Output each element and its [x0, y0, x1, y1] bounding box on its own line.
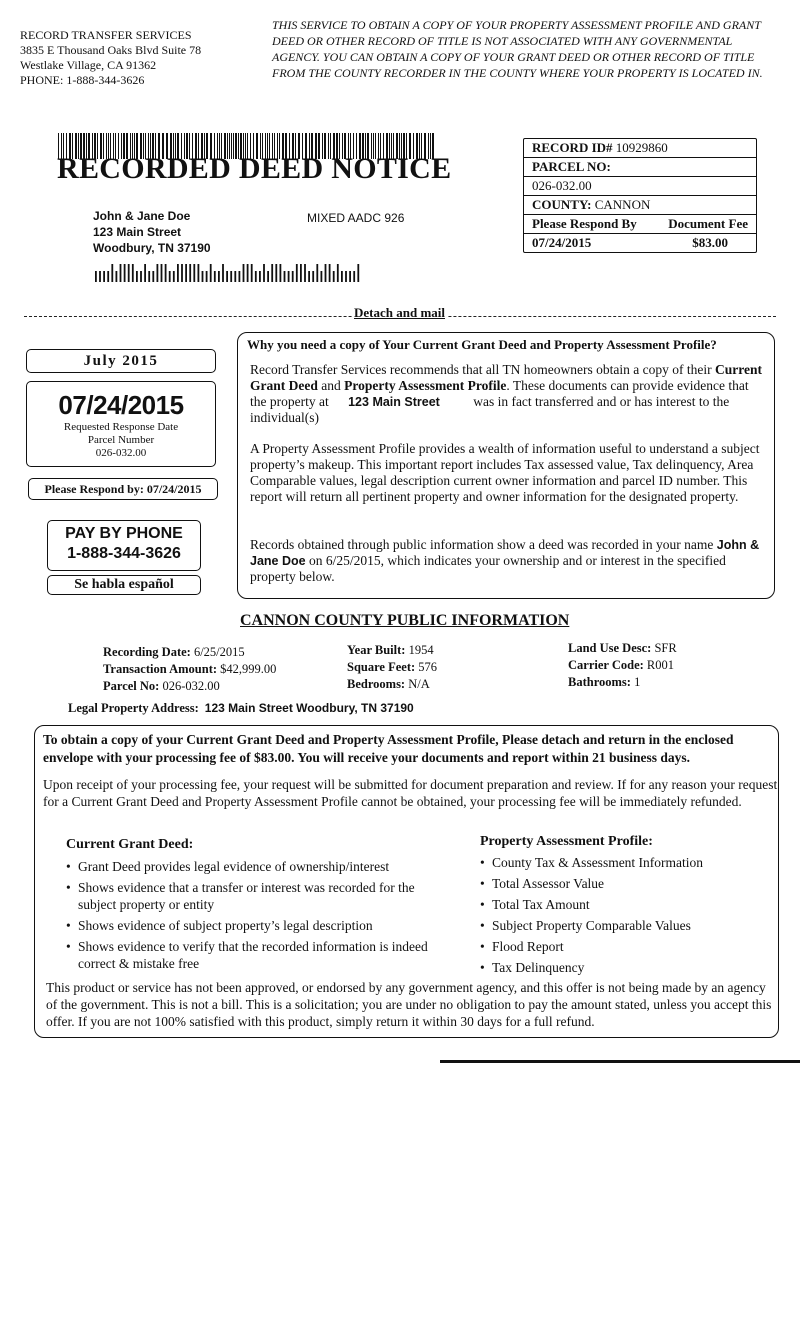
legal-address-label: Legal Property Address:	[68, 701, 199, 715]
p1-text-c: and	[317, 378, 345, 393]
mail-sort-code: MIXED AADC 926	[307, 211, 405, 225]
why-paragraph-1	[250, 362, 765, 426]
list-item: • Shows evidence of subject property’s legal description	[66, 917, 446, 934]
carrier-code-row	[568, 657, 677, 674]
bathrooms-label: Bathrooms:	[568, 675, 631, 689]
parcel-no-label: Parcel No:	[103, 679, 160, 693]
document-fee-value: $83.00	[692, 235, 728, 250]
postal-barcode	[95, 264, 365, 282]
year-built-row	[347, 642, 437, 659]
list-item: • Tax Delinquency	[480, 959, 770, 976]
list-item: • County Tax & Assessment Information	[480, 854, 770, 871]
sender-name: RECORD TRANSFER SERVICES	[20, 28, 192, 42]
respond-fee-value-row	[524, 234, 756, 252]
p3-text-a: Records obtained through public information show a deed was recorded in your name	[250, 537, 717, 552]
property-assessment-profile-title: Property Assessment Profile:	[480, 834, 653, 849]
record-id-label: RECORD ID#	[532, 140, 613, 155]
respond-by-badge: Please Respond by: 07/24/2015	[28, 478, 218, 500]
transaction-amount-value: $42,999.00	[220, 662, 277, 676]
parcel-value-row: 026-032.00	[524, 177, 756, 196]
county-value: CANNON	[594, 197, 651, 212]
bedrooms-value: N/A	[408, 677, 430, 691]
land-use-label: Land Use Desc:	[568, 641, 652, 655]
record-id-value: 10929860	[615, 140, 668, 155]
record-info-box	[523, 138, 757, 253]
pay-phone-number: 1-888-344-3626	[67, 545, 181, 562]
pay-by-phone-label: PAY BY PHONE	[65, 525, 183, 542]
pay-by-phone-box	[47, 520, 201, 571]
respond-by-label: Please Respond By	[532, 216, 637, 231]
info-column-3	[568, 640, 677, 691]
current-grant-deed-title: Current Grant Deed:	[66, 837, 194, 852]
county-row	[524, 196, 756, 215]
carrier-code-label: Carrier Code:	[568, 658, 644, 672]
land-use-value: SFR	[654, 641, 677, 655]
recipient-name: John & Jane Doe	[93, 209, 191, 223]
respond-fee-header-row	[524, 215, 756, 234]
list-item: • Subject Property Comparable Values	[480, 917, 770, 934]
sender-address-line-2: Westlake Village, CA 91362	[20, 58, 157, 72]
legal-address-value: 123 Main Street Woodbury, TN 37190	[204, 701, 414, 715]
p1-text-e: . These documents can provide evidence that the property at	[250, 378, 749, 409]
year-built-label: Year Built:	[347, 643, 406, 657]
response-date-caption: Requested Response Date	[63, 421, 179, 433]
p1-text-f: was in fact transferred and or has interest to the individual(s)	[250, 394, 730, 425]
list-item: • Total Tax Amount	[480, 896, 770, 913]
document-fee-label: Document Fee	[668, 216, 748, 231]
info-column-2	[347, 642, 437, 693]
record-id-row	[524, 139, 756, 158]
recording-date-label: Recording Date:	[103, 645, 191, 659]
offer-body-text: Upon receipt of your processing fee, your request will be submitted for document preparation and review. If for any reason your request for a Current Grant Deed and Property Assessment Profile cannot be obtained, your processing fee will be immediately refunded.	[43, 777, 778, 809]
bottom-edge-rule	[440, 1060, 800, 1063]
property-assessment-profile-list	[480, 854, 770, 980]
p3-text-b: on 6/25/2015, which indicates your ownership and or interest in the specified property below.	[250, 553, 726, 584]
bathrooms-value: 1	[634, 675, 641, 689]
current-grant-deed-list	[66, 858, 446, 976]
p1-property-address: 123 Main Street	[348, 395, 440, 409]
detach-and-mail-label: Detach and mail	[354, 305, 445, 320]
sender-address-block	[20, 28, 201, 88]
transaction-amount-row	[103, 661, 276, 678]
response-date-box	[26, 381, 216, 467]
recipient-city: Woodbury, TN 37190	[93, 241, 211, 255]
notice-title: RECORDED DEED NOTICE	[57, 152, 452, 185]
bedrooms-row	[347, 676, 437, 693]
why-paragraph-2: A Property Assessment Profile provides a wealth of information useful to understand a subject property’s makeup. This important report includes Tax assessed value, Tax delinquency, Area Comparable values, legal description current owner information and parcel ID number. This report will return all pertinent property and owner information for the designated property.	[250, 441, 760, 504]
recording-date-value: 6/25/2015	[193, 645, 245, 659]
square-feet-label: Square Feet:	[347, 660, 416, 674]
solicitation-disclaimer: This product or service has not been approved, or endorsed by any government agency, and this offer is not being made by an agency of the government. This is not a bill. This is a solicitation; you are under no obligation to pay the amount stated, unless you accept this offer. If you are not 100% satisfied with this product, simply return it within 30 days for a full refund.	[46, 980, 772, 1029]
bedrooms-label: Bedrooms:	[347, 677, 406, 691]
response-date: 07/24/2015	[58, 390, 184, 420]
offer-heading: To obtain a copy of your Current Grant Deed and Property Assessment Profile, Please detach and return in the enclosed envelope with your processing fee of $83.00. You will receive your documents and report within 21 business days.	[43, 732, 734, 765]
list-item: • Flood Report	[480, 938, 770, 955]
respond-by-value: 07/24/2015	[532, 235, 592, 250]
month-badge: July 2015	[26, 349, 216, 373]
land-use-row	[568, 640, 677, 657]
legal-property-address-row	[68, 701, 414, 716]
parcel-label-row	[524, 158, 756, 177]
disclaimer-notice: THIS SERVICE TO OBTAIN A COPY OF YOUR PROPERTY ASSESSMENT PROFILE AND GRANT DEED OR OTHER RECORD OF TITLE IS NOT ASSOCIATED WITH ANY GOVERNMENTAL AGENCY. YOU CAN OBTAIN A COPY OF YOUR GRANT DEED OR OTHER RECORD OF TITLE FROM THE COUNTY RECORDER IN THE COUNTY WHERE YOUR PROPERTY IS LOCATED IN.	[272, 18, 763, 80]
list-item: • Shows evidence that a transfer or interest was recorded for the subject property or entity	[66, 879, 446, 913]
recipient-address	[93, 208, 211, 256]
list-item: • Grant Deed provides legal evidence of ownership/interest	[66, 858, 446, 875]
p1-text-a: Record Transfer Services recommends that all TN homeowners obtain a copy of their	[250, 362, 716, 377]
transaction-amount-label: Transaction Amount:	[103, 662, 218, 676]
parcel-no-row	[103, 678, 276, 695]
p3-owner-name: John & Jane Doe	[250, 538, 760, 568]
parcel-label: PARCEL NO:	[532, 159, 611, 174]
parcel-number-value: 026-032.00	[95, 447, 147, 459]
year-built-value: 1954	[408, 643, 434, 657]
why-paragraph-3	[250, 537, 765, 585]
p1-assessment-profile: Property Assessment Profile	[344, 378, 507, 393]
sender-address-line-1: 3835 E Thousand Oaks Blvd Suite 78	[20, 43, 202, 57]
recording-date-row	[103, 644, 276, 661]
parcel-no-value: 026-032.00	[162, 679, 220, 693]
why-copy-title: Why you need a copy of Your Current Grant Deed and Property Assessment Profile?	[247, 337, 717, 352]
info-column-1	[103, 644, 276, 695]
parcel-number-caption: Parcel Number	[87, 434, 155, 446]
carrier-code-value: R001	[646, 658, 674, 672]
list-item: • Total Assessor Value	[480, 875, 770, 892]
square-feet-value: 576	[418, 660, 438, 674]
county-label: COUNTY:	[532, 197, 592, 212]
recipient-street: 123 Main Street	[93, 225, 182, 239]
list-item: • Shows evidence to verify that the recorded information is indeed correct & mistake free	[66, 938, 446, 972]
sender-phone: PHONE: 1-888-344-3626	[20, 73, 145, 87]
spanish-spoken-badge: Se habla español	[47, 575, 201, 595]
bathrooms-row	[568, 674, 677, 691]
p1-grant-deed: Current Grant Deed	[250, 362, 763, 393]
square-feet-row	[347, 659, 437, 676]
county-public-info-title: CANNON COUNTY PUBLIC INFORMATION	[240, 612, 570, 629]
